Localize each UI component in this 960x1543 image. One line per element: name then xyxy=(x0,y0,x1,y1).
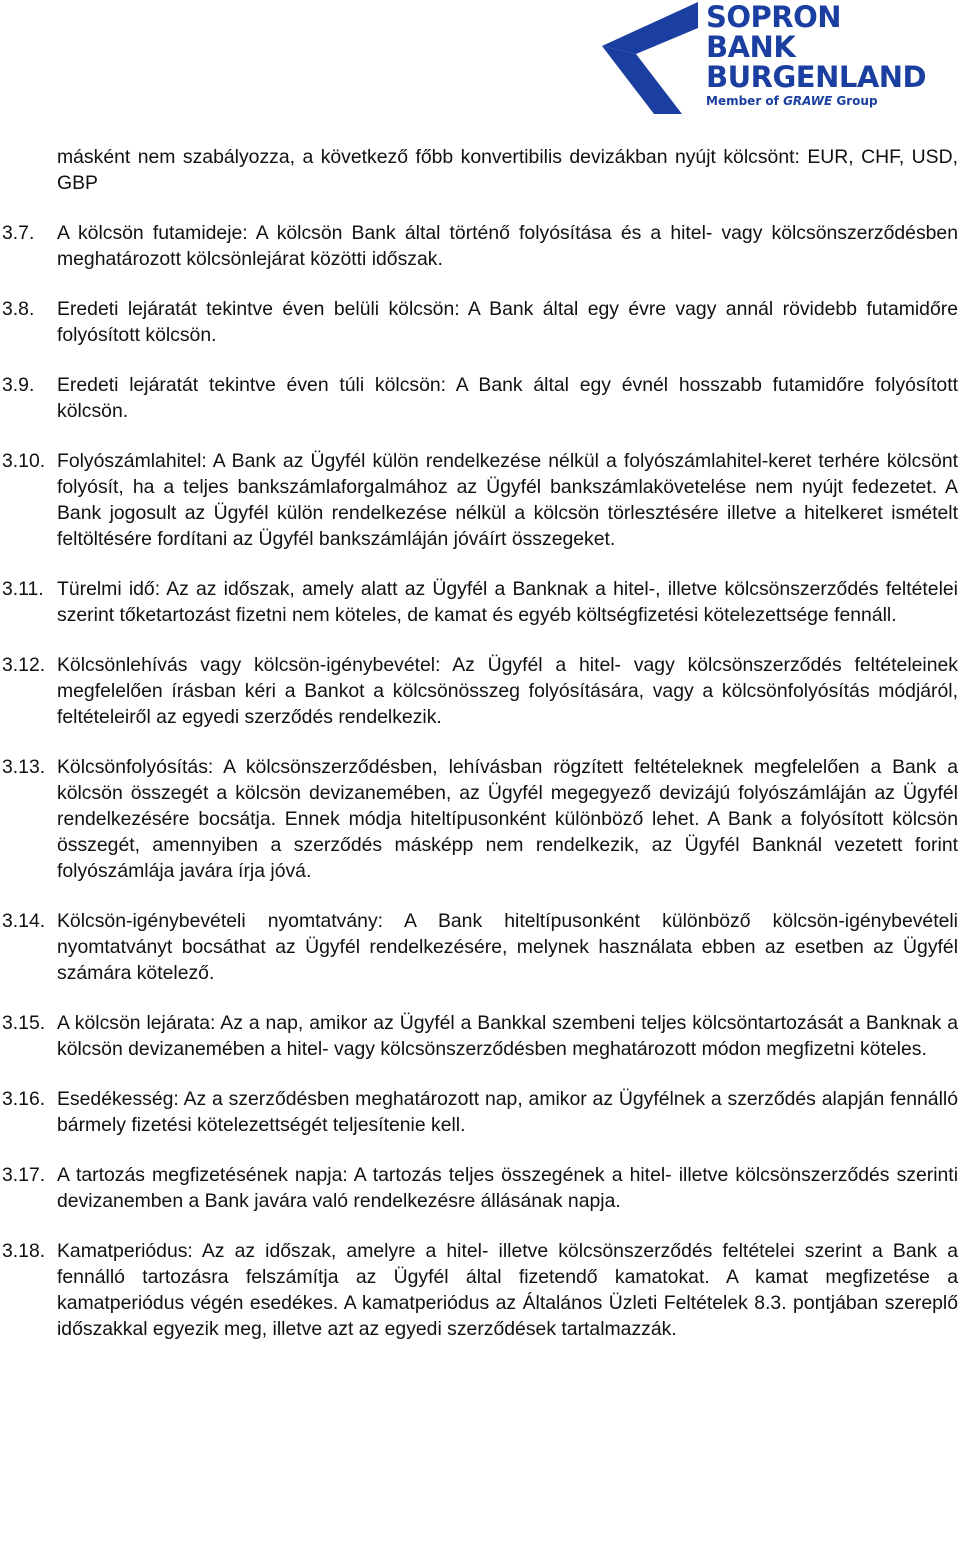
clause-number: 3.10. xyxy=(2,450,46,472)
clause-text: Kölcsönfolyósítás: A kölcsönszerződésben, lehívásban rögzített feltételeknek megfelelően a Bank a kölcsön összegét a kölcsön devizanemében, az Ügyfél megegyező devizájú folyószámláján az Ügyfél rendelkezésére bocsátja. Ennek módja hiteltípusonként különböző lehet. A Bank a folyósított kölcsön összegét, amennyiben a szerződés másképp nem rendelkezik, az Ügyfél Banknál vezetett forint folyószámlája javára írja jóvá. xyxy=(57,756,958,882)
clause-3-10 xyxy=(2,448,958,552)
clause-number: 3.13. xyxy=(2,756,46,778)
clause-text: Türelmi idő: Az az időszak, amely alatt az Ügyfél a Banknak a hitel-, illetve kölcsönszerződés feltételei szerint tőketartozást fizetni nem köteles, de kamat és egyéb költségfizetési kötelezettsége fennáll. xyxy=(57,578,958,626)
clause-number: 3.15. xyxy=(2,1012,46,1034)
clause-number: 3.8. xyxy=(2,298,35,320)
logo-member-brand: GRAWE xyxy=(783,94,833,108)
logo-line-2: BANK xyxy=(706,30,796,64)
logo-member-suffix: Group xyxy=(832,94,878,108)
clause-text: Esedékesség: Az a szerződésben meghatározott nap, amikor az Ügyfélnek a szerződés alapján fennálló bármely fizetési kötelezettségét teljesítenie kell. xyxy=(57,1088,958,1136)
clause-number: 3.18. xyxy=(2,1240,46,1262)
clause-3-8 xyxy=(2,296,958,348)
clause-text: Kamatperiódus: Az az időszak, amelyre a hitel- illetve kölcsönszerződés feltételei szerint a Bank a fennálló tartozásra felszámítja az Ügyfél által fizetendő kamatokat. A kamat megfizetése a kamatperiódus végén esedékes. A kamatperiódus az Általános Üzleti Feltételek 8.3. pontjában szereplő időszakkal egyezik meg, illetve azt az egyedi szerződések tartalmazzák. xyxy=(57,1240,958,1340)
intro-paragraph: másként nem szabályozza, a következő főbb konvertibilis devizákban nyújt kölcsönt: EUR, CHF, USD, GBP xyxy=(57,146,958,194)
clause-3-13 xyxy=(2,754,958,884)
clause-text: Folyószámlahitel: A Bank az Ügyfél külön rendelkezése nélkül a folyószámlahitel-keret terhére kölcsönt folyósít, ha a teljes bankszámlaforgalmához az Ügyfél bankszámlakövetelése nem nyújt fedezetet. A Bank jogosult az Ügyfél külön rendelkezése nélkül a kölcsön törlesztésére illetve a hitelkeret ismételt feltöltésére fordítani az Ügyfél bankszámláján jóváírt összegeket. xyxy=(57,450,958,550)
clause-3-11 xyxy=(2,576,958,628)
clause-3-14 xyxy=(2,908,958,986)
clause-number: 3.14. xyxy=(2,910,46,932)
logo-member-tagline xyxy=(706,94,926,108)
clause-3-12 xyxy=(2,652,958,730)
clause-text: Eredeti lejáratát tekintve éven belüli kölcsön: A Bank által egy évre vagy annál rövidebb futamidőre folyósított kölcsön. xyxy=(57,298,958,346)
clause-text: Kölcsönlehívás vagy kölcsön-igénybevétel: Az Ügyfél a hitel- vagy kölcsönszerződés feltételeinek megfelelően írásban kéri a Bankot a kölcsönösszeg folyósítására, vagy a kölcsönfolyósítás módjáról, feltételeiről az egyedi szerződés rendelkezik. xyxy=(57,654,958,728)
clause-3-18 xyxy=(2,1238,958,1342)
logo-line-1: SOPRON xyxy=(706,0,842,34)
clause-number: 3.7. xyxy=(2,222,35,244)
logo-line-3: BURGENLAND xyxy=(706,60,927,94)
clause-3-17 xyxy=(2,1162,958,1214)
clause-number: 3.9. xyxy=(2,374,35,396)
clause-text: A kölcsön lejárata: Az a nap, amikor az Ügyfél a Bankkal szembeni teljes kölcsöntartozását a Banknak a kölcsön devizanemében a hitel- vagy kölcsönszerződésben meghatározott módon megfizetni köteles. xyxy=(57,1012,958,1060)
clause-text: Eredeti lejáratát tekintve éven túli kölcsön: A Bank által egy évnél hosszabb futamidőre folyósított kölcsön. xyxy=(57,374,958,422)
logo-mark-icon xyxy=(602,2,700,114)
clause-number: 3.12. xyxy=(2,654,46,676)
clause-number: 3.17. xyxy=(2,1164,46,1186)
clause-number: 3.11. xyxy=(2,578,44,600)
clause-text: Kölcsön-igénybevételi nyomtatvány: A Bank hiteltípusonként különböző kölcsön-igénybevételi nyomtatványt bocsáthat az Ügyfél rendelkezésére, melynek használata ebben az esetben az Ügyfél számára kötelező. xyxy=(57,910,958,984)
bank-logo xyxy=(602,2,942,114)
logo-member-prefix: Member of xyxy=(706,94,784,108)
clause-number: 3.16. xyxy=(2,1088,46,1110)
clause-text: A tartozás megfizetésének napja: A tartozás teljes összegének a hitel- illetve kölcsönszerződés szerinti devizanemben a Bank javára való rendelkezésre állásának napja. xyxy=(57,1164,958,1212)
document-body xyxy=(2,144,958,1366)
clause-3-16 xyxy=(2,1086,958,1138)
clause-3-9 xyxy=(2,372,958,424)
clause-text: A kölcsön futamideje: A kölcsön Bank által történő folyósítása és a hitel- vagy kölcsönszerződésben meghatározott kölcsönlejárat közötti időszak. xyxy=(57,222,958,270)
clause-3-7 xyxy=(2,220,958,272)
clause-3-15 xyxy=(2,1010,958,1062)
logo-wordmark xyxy=(706,2,926,108)
